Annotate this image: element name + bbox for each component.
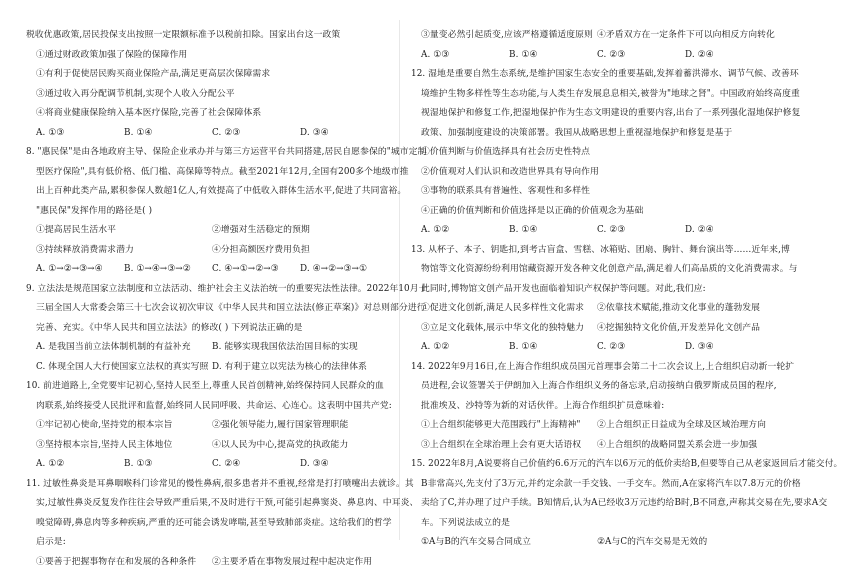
text-line: B非常高兴,先支付了3万元,并约定余款一手交钱、一手交车。然而,A在家将汽车以7.8万元的价格 [411,475,773,495]
option-row [26,338,388,358]
choice-b[interactable]: B. ①④ [509,46,597,66]
option-line: ③上合组织在全球治理上会有更大话语权 [421,436,597,456]
choice-b[interactable]: B. ①④ [509,338,597,358]
text-line: 卖给了C,并办理了过户手续。B知情后,认为A已经收3万元违约给B时,B不同意,声称其交易在先,要求A交 [411,494,773,514]
choice-row [411,46,773,66]
choice-d[interactable]: D. ③④ [685,338,773,358]
option-line: ①上合组织能够更大范围践行"上海精神" [421,416,597,436]
choice-b[interactable]: B. ①③ [124,455,212,475]
option-line: ①要善于把握事物存在和发展的各种条件 [36,553,212,572]
choice-b[interactable]: B. 能够实现我国依法治国目标的实现 [212,338,388,358]
choice-row [411,338,773,358]
option-line: ①价值判断与价值选择具有社会历史性特点 [411,143,773,163]
option-line: ④将商业健康保险纳入基本医疗保险,完善了社会保障体系 [26,104,388,124]
option-row [26,241,388,261]
choice-b[interactable]: B. ①→④→③→② [124,260,212,280]
choice-b[interactable]: B. ①④ [124,124,212,144]
choice-row [26,260,388,280]
choice-d[interactable]: D. 有利于建立以宪法为核心的法律体系 [212,358,388,378]
choice-a[interactable]: A. ①③ [421,46,509,66]
choice-a[interactable]: A. ①② [421,221,509,241]
option-row [411,319,773,339]
option-line: ①A与B的汽车交易合同成立 [421,533,597,553]
choice-d[interactable]: D. ③④ [300,124,388,144]
text-line: 实,过敏性鼻炎反复发作往往会导致严重后果,不及时进行干预,可能引起鼻窦炎、鼻息肉、中耳炎、 [26,494,388,514]
option-line: ②价值观对人们认识和改造世界具有导向作用 [411,163,773,183]
choice-c[interactable]: C. ②③ [597,338,685,358]
choice-a[interactable]: A. ①② [36,455,124,475]
choice-a[interactable]: A. ①② [421,338,509,358]
option-line: ④正确的价值判断和价值选择是以正确的价值观念为基础 [411,202,773,222]
text-line: 车。下列说法成立的是 [411,514,773,534]
question-14-stem: 14. 2022年9月16日,在上海合作组织成员国元首理事会第二十二次会议上,上合组织启动新一轮扩 [411,358,773,378]
choice-c[interactable]: C. 体现全国人大行使国家立法权的真实写照 [36,358,212,378]
right-column [411,26,773,553]
option-line: ②主要矛盾在事物发展过程中起决定作用 [212,553,388,572]
text-line: 出上百种此类产品,累积参保人数超1亿人,有效提高了中低收入群体生活水平,促进了共同富裕。 [26,182,388,202]
question-15-stem: 15. 2022年8月,A说要将自己价值约6.6万元的汽车以6万元的低价卖给B,但要等自己从老家返回后才能交付。 [411,455,773,475]
question-11-stem: 11. 过敏性鼻炎是耳鼻咽喉科门诊常见的慢性鼻病,很多患者并不重视,经常是打打喷嚏出去就诊。其 [26,475,388,495]
choice-c[interactable]: C. ②③ [597,46,685,66]
option-row [26,553,388,572]
text-line: 肉联系,始终接受人民批评和监督,始终同人民同呼吸、共命运、心连心。这表明中国共产党: [26,397,388,417]
option-line: ④以人民为中心,提高党的执政能力 [212,436,388,456]
option-line: ④矛盾双方在一定条件下可以向相反方向转化 [597,26,775,46]
option-line: ④上合组织的战略同盟关系会进一步加强 [597,436,773,456]
question-8-stem: 8. "惠民保"是由各地政府主导、保险企业承办并与第三方运营平台共同搭建,居民自愿参保的"城市定制 [26,143,388,163]
text-line: 完善、充实。《中华人民共和国立法法》的修改( ) 下列说法正确的是 [26,319,388,339]
choice-c[interactable]: C. ②③ [212,124,300,144]
question-9-stem: 9. 立法法是规范国家立法制度和立法活动、维护社会主义法治统一的重要宪法性法律。2022年10月十 [26,280,388,300]
option-line: ①有利于促使居民购买商业保险产品,满足更高层次保障需求 [26,65,388,85]
text-line: 此同时,博物馆文创产品开发也面临着知识产权保护等问题。对此,我们应: [411,280,773,300]
left-column [26,26,388,572]
column-divider [399,20,400,540]
option-row [411,299,773,319]
choice-a[interactable]: A. ①→②→③→④ [36,260,124,280]
option-row [411,26,773,46]
option-row [411,436,773,456]
choice-c[interactable]: C. ②④ [212,455,300,475]
text-line: 型医疗保险",具有低价格、低门槛、高保障等特点。截至2021年12月,全国有200多个地级市推 [26,163,388,183]
text-line: 视湿地保护和修复工作,把湿地保护作为生态文明建设的重要内容,出台了一系列强化湿地保护修复 [411,104,773,124]
option-line: ①通过财政政策加强了保险的保障作用 [26,46,388,66]
option-line: ②强化领导能力,履行国家管理职能 [212,416,388,436]
question-13-stem: 13. 从杯子、本子、钥匙扣,到考古盲盒、雪糕、冰箱贴、团扇、胸针、舞台演出等……近年来,博 [411,241,773,261]
choice-d[interactable]: D. ②④ [685,46,773,66]
option-row [26,221,388,241]
text-line: 税收优惠政策,居民投保支出按照一定限额标准予以税前扣除。国家出台这一政策 [26,26,388,46]
option-line: ②增强对生活稳定的预期 [212,221,388,241]
choice-b[interactable]: B. ①④ [509,221,597,241]
option-line: ③事物的联系具有普遍性、客观性和多样性 [411,182,773,202]
choice-row [26,455,388,475]
text-line: 批准埃及、沙特等为新的对话伙伴。上海合作组织扩员意味着: [411,397,773,417]
text-line: 物馆等文化资源纷纷利用馆藏资源开发各种文化创意产品,满足着人们高品质的文化消费需求。与 [411,260,773,280]
choice-a[interactable]: A. 是我国当前立法体制机制的有益补充 [36,338,212,358]
option-row [26,416,388,436]
option-line: ②依靠技术赋能,推动文化事业的蓬勃发展 [597,299,773,319]
choice-d[interactable]: D. ②④ [685,221,773,241]
choice-c[interactable]: C. ②③ [597,221,685,241]
option-line: ④分担高额医疗费用负担 [212,241,388,261]
text-line: "惠民保"发挥作用的路径是( ) [26,202,388,222]
option-line: ③立足文化载体,展示中华文化的独特魅力 [421,319,597,339]
option-line: ①促进文化创新,满足人民多样性文化需求 [421,299,597,319]
option-line: ③量变必然引起质变,应该严格遵循适度原则 [421,26,597,46]
option-line: ①提高居民生活水平 [36,221,212,241]
option-line: ③通过收入再分配调节机制,实现个人收入分配公平 [26,85,388,105]
choice-a[interactable]: A. ①③ [36,124,124,144]
option-line: ③坚持根本宗旨,坚持人民主体地位 [36,436,212,456]
option-line: ④挖掘独特文化价值,开发差异化文创产品 [597,319,773,339]
choice-d[interactable]: D. ④→②→③→① [300,260,388,280]
text-line: 三届全国人大常委会第三十七次会议初次审议《中华人民共和国立法法(修正草案)》对总则部分进行 [26,299,388,319]
text-line: 员进程,会议签署关于伊朗加入上海合作组织义务的备忘录,启动接纳白俄罗斯成员国的程序, [411,377,773,397]
choice-row [411,221,773,241]
text-line: 嗅觉障碍,鼻息肉等多种疾病,严重的还可能会诱发哮喘,甚至导致肺部炎症。这给我们的哲学 [26,514,388,534]
option-line: ③持续释放消费需求潜力 [36,241,212,261]
text-line: 启示是: [26,533,388,553]
question-12-stem: 12. 湿地是重要自然生态系统,是维护国家生态安全的重要基础,发挥着蓄洪滞水、调节气候、改善环 [411,65,773,85]
choice-d[interactable]: D. ③④ [300,455,388,475]
choice-row [26,124,388,144]
option-row [26,358,388,378]
option-line: ②A与C的汽车交易是无效的 [597,533,773,553]
option-row [26,436,388,456]
option-row [411,533,773,553]
option-line: ②上合组织正日益成为全球及区域治理方向 [597,416,773,436]
question-10-stem: 10. 前进道路上,全党要牢记初心,坚持人民至上,尊重人民首创精神,始终保持同人民群众的血 [26,377,388,397]
option-line: ①牢记初心使命,坚持党的根本宗旨 [36,416,212,436]
option-row [411,416,773,436]
text-line: 境维护生物多样性等生态功能,与人类生存发展息息相关,被誉为"地球之肾"。中国政府始终高度重 [411,85,773,105]
choice-c[interactable]: C. ④→①→②→③ [212,260,300,280]
text-line: 政策、加强制度建设的决策部署。我国从战略思想上重视湿地保护和修复是基于 [411,124,773,144]
